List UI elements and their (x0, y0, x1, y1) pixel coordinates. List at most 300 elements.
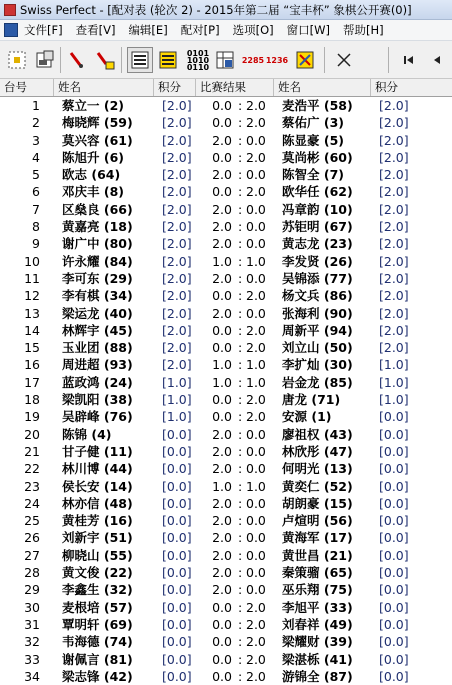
white-result[interactable]: 1.0 (212, 253, 232, 269)
white-player-name: 蔡立一 (2) (62, 98, 124, 113)
black-result[interactable]: 0.0 (246, 201, 266, 217)
black-player-name: 黄世昌 (21) (282, 547, 353, 563)
result-separator: : (238, 668, 243, 684)
column-black-score[interactable]: 积分 (375, 80, 398, 94)
black-player-name: 陈智全 (7) (282, 167, 344, 183)
table-row[interactable] (0, 668, 452, 685)
white-player-name: 梁志锋 (42) (62, 668, 133, 684)
board-number: 3 (32, 132, 40, 148)
white-player-score: [0.0] (162, 634, 192, 650)
result-separator: : (238, 409, 243, 425)
menu-options[interactable]: 选项[O] (232, 23, 274, 37)
result-separator: : (238, 219, 243, 235)
black-player-score: [0.0] (379, 599, 409, 615)
white-player-name: 陈旭升 (6) (62, 149, 124, 165)
board-number: 20 (24, 426, 40, 442)
table-row[interactable] (0, 564, 452, 581)
table-row[interactable] (0, 114, 452, 131)
black-player-name: 何明光 (13) (282, 461, 353, 477)
white-result[interactable]: 0.0 (212, 115, 232, 131)
black-player-name: 廖祖权 (43) (282, 426, 353, 442)
white-player-score: [2.0] (162, 288, 192, 304)
black-player-score: [1.0] (379, 374, 409, 390)
black-player-name: 黄海军 (17) (282, 530, 353, 546)
black-result[interactable]: 0.0 (246, 305, 266, 321)
binary-pairing-icon[interactable]: 0101 1010 0110 (186, 48, 210, 72)
table-row[interactable] (0, 166, 452, 183)
white-player-score: [2.0] (162, 115, 192, 131)
white-player-name: 林辉宇 (45) (62, 322, 133, 338)
table-row[interactable] (0, 322, 452, 339)
table-row[interactable] (0, 305, 452, 322)
black-player-score: [2.0] (379, 236, 409, 252)
black-player-name: 冯章韵 (10) (282, 201, 353, 217)
table-row[interactable] (0, 547, 452, 564)
black-result[interactable]: 1.0 (246, 374, 266, 390)
standings-icon[interactable] (292, 47, 318, 73)
table-row[interactable] (0, 132, 452, 149)
white-result[interactable]: 0.0 (212, 184, 232, 200)
table-row[interactable] (0, 478, 452, 495)
table-row[interactable] (0, 253, 452, 270)
menu-help[interactable]: 帮助[H] (342, 23, 384, 37)
result-separator: : (238, 461, 243, 477)
table-row[interactable] (0, 287, 452, 304)
white-player-name: 刘新宇 (51) (62, 530, 133, 546)
black-result[interactable]: 2.0 (246, 668, 266, 684)
result-separator: : (238, 253, 243, 269)
white-player-score: [0.0] (162, 668, 192, 684)
black-player-name: 卢煊明 (56) (282, 513, 353, 529)
black-player-name: 吴锦添 (77) (282, 270, 353, 286)
result-separator: : (238, 288, 243, 304)
table-row[interactable] (0, 581, 452, 598)
black-player-name: 麦浩平 (58) (282, 98, 353, 113)
result-separator: : (238, 443, 243, 459)
sort-rating-icon[interactable] (240, 47, 266, 73)
black-result[interactable]: 1.0 (246, 253, 266, 269)
white-player-name: 莫兴容 (61) (62, 132, 133, 148)
black-player-score: [0.0] (379, 582, 409, 598)
white-player-score: [0.0] (162, 495, 192, 511)
board-number: 23 (24, 478, 40, 494)
result-separator: : (238, 634, 243, 650)
result-separator: : (238, 530, 243, 546)
menu-view[interactable]: 查看[V] (75, 23, 116, 37)
black-player-name: 林欣彤 (47) (282, 443, 353, 459)
table-row[interactable] (0, 270, 452, 287)
menu-edit[interactable]: 编辑[E] (128, 23, 168, 37)
result-separator: : (238, 270, 243, 286)
black-player-score: [2.0] (379, 115, 409, 131)
table-row[interactable] (0, 391, 452, 408)
white-player-name: 谢广中 (80) (62, 236, 133, 252)
white-result[interactable]: 0.0 (212, 322, 232, 338)
white-result[interactable]: 2.0 (212, 443, 232, 459)
toolbar-separator (60, 47, 61, 73)
white-result[interactable]: 2.0 (212, 270, 232, 286)
white-player-score: [1.0] (162, 392, 192, 408)
result-separator: : (238, 149, 243, 165)
result-separator: : (238, 167, 243, 183)
sort-number-icon[interactable] (264, 47, 290, 73)
black-player-score: [1.0] (379, 392, 409, 408)
white-result[interactable]: 2.0 (212, 426, 232, 442)
black-player-name: 唐龙 (71) (282, 392, 341, 408)
board-number: 33 (24, 651, 40, 667)
white-player-name: 覃明轩 (69) (62, 616, 133, 632)
white-player-name: 梁运龙 (40) (62, 305, 133, 321)
toolbar-separator (121, 47, 122, 73)
result-separator: : (238, 322, 243, 338)
white-player-score: [2.0] (162, 340, 192, 356)
white-result[interactable]: 0.0 (212, 288, 232, 304)
white-player-name: 李有棋 (34) (62, 288, 133, 304)
white-player-score: [0.0] (162, 426, 192, 442)
white-player-name: 林川博 (44) (62, 461, 133, 477)
black-player-score: [2.0] (379, 340, 409, 356)
table-row[interactable] (0, 218, 452, 235)
white-player-score: [2.0] (162, 184, 192, 200)
white-result[interactable]: 0.0 (212, 149, 232, 165)
blank-tool-icon[interactable] (358, 47, 384, 73)
white-result[interactable]: 0.0 (212, 409, 232, 425)
table-row[interactable] (0, 201, 452, 218)
board-number: 22 (24, 461, 40, 477)
table-row[interactable] (0, 356, 452, 373)
black-result[interactable]: 1.0 (246, 357, 266, 373)
black-result[interactable]: 0.0 (246, 565, 266, 581)
black-result[interactable]: 0.0 (246, 443, 266, 459)
black-result[interactable]: 2.0 (246, 288, 266, 304)
white-player-score: [1.0] (162, 409, 192, 425)
board-number: 27 (24, 547, 40, 563)
cut-icon[interactable] (331, 47, 357, 73)
black-player-name: 梁耀财 (39) (282, 634, 353, 650)
white-result[interactable]: 0.0 (212, 616, 232, 632)
black-result[interactable]: 2.0 (246, 98, 266, 113)
table-row[interactable] (0, 616, 452, 633)
white-result[interactable]: 2.0 (212, 305, 232, 321)
black-player-score: [0.0] (379, 426, 409, 442)
board-number: 2 (32, 115, 40, 131)
column-result[interactable]: 比赛结果 (196, 79, 274, 96)
board-number: 26 (24, 530, 40, 546)
result-separator: : (238, 495, 243, 511)
white-player-name: 麦根培 (57) (62, 599, 133, 615)
black-result[interactable]: 0.0 (246, 461, 266, 477)
result-separator: : (238, 547, 243, 563)
black-player-score: [2.0] (379, 132, 409, 148)
black-player-score: [0.0] (379, 565, 409, 581)
black-result[interactable]: 0.0 (246, 270, 266, 286)
board-number: 9 (32, 236, 40, 252)
app-icon (4, 4, 16, 16)
table-row[interactable] (0, 408, 452, 425)
black-player-score: [0.0] (379, 616, 409, 632)
black-result[interactable]: 2.0 (246, 115, 266, 131)
black-result[interactable]: 0.0 (246, 582, 266, 598)
black-result[interactable]: 0.0 (246, 513, 266, 529)
black-result[interactable]: 0.0 (246, 426, 266, 442)
white-player-score: [2.0] (162, 132, 192, 148)
white-result[interactable]: 2.0 (212, 461, 232, 477)
board-number: 15 (24, 340, 40, 356)
result-separator: : (238, 513, 243, 529)
result-separator: : (238, 132, 243, 148)
black-player-score: [0.0] (379, 634, 409, 650)
white-player-score: [1.0] (162, 374, 192, 390)
white-player-name: 林亦信 (48) (62, 495, 133, 511)
board-number: 19 (24, 409, 40, 425)
table-row[interactable] (0, 374, 452, 391)
board-number: 24 (24, 495, 40, 511)
white-result[interactable]: 0.0 (212, 634, 232, 650)
column-black-name[interactable]: 姓名 (274, 79, 371, 96)
column-white-score[interactable]: 积分 (154, 79, 196, 96)
white-player-score: [2.0] (162, 219, 192, 235)
white-player-name: 韦海德 (74) (62, 634, 133, 650)
white-player-score: [0.0] (162, 443, 192, 459)
open-file-icon[interactable] (32, 47, 58, 73)
board-number: 25 (24, 513, 40, 529)
black-result[interactable]: 0.0 (246, 530, 266, 546)
table-row[interactable] (0, 495, 452, 512)
black-player-name: 游锦全 (87) (282, 668, 353, 684)
board-number: 13 (24, 305, 40, 321)
toolbar (0, 41, 452, 79)
white-player-score: [0.0] (162, 599, 192, 615)
table-row[interactable] (0, 97, 452, 114)
black-result[interactable]: 2.0 (246, 149, 266, 165)
document-menu-icon[interactable] (4, 23, 18, 37)
black-player-name: 岩金龙 (85) (282, 374, 353, 390)
black-player-name: 李发贤 (26) (282, 253, 353, 269)
black-result[interactable]: 0.0 (246, 547, 266, 563)
table-header (0, 79, 452, 97)
window-title: Swiss Perfect - [配对表 (轮次 2) - 2015年第二届 “宝丰杯” 象棋公开赛(0)] (20, 2, 412, 17)
white-player-name: 许永耀 (84) (62, 253, 133, 269)
white-player-name: 玉业团 (88) (62, 340, 133, 356)
result-separator: : (238, 115, 243, 131)
white-player-score: [2.0] (162, 305, 192, 321)
white-player-name: 邓庆丰 (8) (62, 184, 124, 200)
black-result[interactable]: 2.0 (246, 409, 266, 425)
board-number: 8 (32, 219, 40, 235)
white-player-score: [0.0] (162, 547, 192, 563)
black-result[interactable]: 2.0 (246, 616, 266, 632)
black-player-score: [0.0] (379, 547, 409, 563)
white-result[interactable]: 1.0 (212, 357, 232, 373)
result-separator: : (238, 599, 243, 615)
white-player-name: 周进超 (93) (62, 357, 133, 373)
white-player-name: 蓝政鸿 (24) (62, 374, 133, 390)
result-separator: : (238, 374, 243, 390)
board-number: 12 (24, 288, 40, 304)
black-result[interactable]: 2.0 (246, 322, 266, 338)
black-result[interactable]: 0.0 (246, 132, 266, 148)
white-player-name: 李可东 (29) (62, 270, 133, 286)
white-result[interactable]: 2.0 (212, 582, 232, 598)
black-result[interactable]: 0.0 (246, 236, 266, 252)
white-player-name: 黄桂芳 (16) (62, 513, 133, 529)
crosstable-icon[interactable] (212, 47, 238, 73)
table-row[interactable] (0, 426, 452, 443)
menu-pairing[interactable]: 配对[P] (180, 23, 220, 37)
black-player-name: 安源 (1) (282, 409, 332, 425)
black-player-name: 黄志龙 (23) (282, 236, 353, 252)
white-player-score: [0.0] (162, 651, 192, 667)
white-result[interactable]: 2.0 (212, 236, 232, 252)
black-player-score: [2.0] (379, 184, 409, 200)
white-player-score: [2.0] (162, 270, 192, 286)
pen-check-icon[interactable] (92, 47, 118, 73)
new-tournament-icon[interactable] (4, 47, 30, 73)
result-separator: : (238, 565, 243, 581)
white-result[interactable]: 0.0 (212, 340, 232, 356)
white-player-name: 区燊良 (66) (62, 201, 133, 217)
column-white-name[interactable]: 姓名 (54, 79, 154, 96)
black-result[interactable]: 2.0 (246, 599, 266, 615)
white-result[interactable]: 0.0 (212, 599, 232, 615)
black-player-score: [0.0] (379, 443, 409, 459)
table-row[interactable] (0, 651, 452, 668)
board-number: 16 (24, 357, 40, 373)
black-player-name: 刘春祥 (49) (282, 616, 353, 632)
white-player-name: 吴辟峰 (76) (62, 409, 133, 425)
black-player-name: 周新平 (94) (282, 322, 353, 338)
white-result[interactable]: 2.0 (212, 513, 232, 529)
board-number: 1 (32, 98, 40, 113)
table-row[interactable] (0, 529, 452, 546)
black-result[interactable]: 0.0 (246, 167, 266, 183)
black-result[interactable]: 1.0 (246, 478, 266, 494)
white-player-name: 李鑫生 (32) (62, 582, 133, 598)
black-player-score: [0.0] (379, 530, 409, 546)
board-number: 6 (32, 184, 40, 200)
black-result[interactable]: 2.0 (246, 392, 266, 408)
white-player-score: [0.0] (162, 478, 192, 494)
board-number: 34 (24, 668, 40, 684)
table-row[interactable] (0, 443, 452, 460)
white-result[interactable]: 2.0 (212, 495, 232, 511)
white-player-score: [0.0] (162, 582, 192, 598)
white-result[interactable]: 0.0 (212, 392, 232, 408)
black-player-name: 杨文兵 (86) (282, 288, 353, 304)
white-player-name: 甘子健 (11) (62, 443, 133, 459)
black-player-score: [2.0] (379, 98, 409, 113)
black-result[interactable]: 2.0 (246, 634, 266, 650)
table-row[interactable] (0, 599, 452, 616)
board-number: 11 (24, 270, 40, 286)
black-player-score: [0.0] (379, 478, 409, 494)
black-player-score: [0.0] (379, 668, 409, 684)
black-result[interactable]: 2.0 (246, 651, 266, 667)
pen-edit-icon[interactable] (64, 47, 90, 73)
players-list-icon[interactable] (127, 47, 153, 73)
menu-file[interactable]: 文件[F] (24, 23, 63, 37)
black-player-name: 黄奕仁 (52) (282, 478, 353, 494)
previous-round-icon[interactable] (424, 47, 450, 73)
table-row[interactable] (0, 235, 452, 252)
result-separator: : (238, 651, 243, 667)
table-row[interactable] (0, 149, 452, 166)
black-result[interactable]: 0.0 (246, 495, 266, 511)
white-result[interactable]: 2.0 (212, 167, 232, 183)
white-player-score: [0.0] (162, 530, 192, 546)
white-result[interactable]: 2.0 (212, 530, 232, 546)
white-result[interactable]: 2.0 (212, 132, 232, 148)
toolbar-separator (324, 47, 325, 73)
black-result[interactable]: 2.0 (246, 340, 266, 356)
column-board[interactable]: 台号 (0, 79, 54, 96)
white-result[interactable]: 0.0 (212, 651, 232, 667)
white-player-score: [0.0] (162, 565, 192, 581)
result-separator: : (238, 305, 243, 321)
white-result[interactable]: 1.0 (212, 478, 232, 494)
result-separator: : (238, 357, 243, 373)
table-row[interactable] (0, 183, 452, 200)
table-row[interactable] (0, 633, 452, 650)
results-grid-icon[interactable] (155, 47, 181, 73)
table-row[interactable] (0, 512, 452, 529)
white-player-score: [0.0] (162, 461, 192, 477)
white-player-name: 黄文俊 (22) (62, 565, 133, 581)
black-player-name: 李扩灿 (30) (282, 357, 353, 373)
result-separator: : (238, 201, 243, 217)
result-separator: : (238, 236, 243, 252)
white-player-score: [2.0] (162, 236, 192, 252)
black-player-name: 陈显豪 (5) (282, 132, 344, 148)
black-player-score: [2.0] (379, 322, 409, 338)
white-result[interactable]: 1.0 (212, 374, 232, 390)
white-player-score: [2.0] (162, 253, 192, 269)
board-number: 7 (32, 201, 40, 217)
white-player-score: [2.0] (162, 98, 192, 113)
black-player-name: 巫乐翔 (75) (282, 582, 353, 598)
white-result[interactable]: 0.0 (212, 668, 232, 684)
board-number: 5 (32, 167, 40, 183)
black-player-score: [2.0] (379, 149, 409, 165)
black-player-name: 苏钜明 (67) (282, 219, 353, 235)
white-result[interactable]: 2.0 (212, 201, 232, 217)
black-result[interactable]: 0.0 (246, 219, 266, 235)
black-player-name: 李旭平 (33) (282, 599, 353, 615)
black-result[interactable]: 2.0 (246, 184, 266, 200)
menu-window[interactable]: 窗口[W] (286, 23, 330, 37)
black-player-name: 胡朗豪 (15) (282, 495, 353, 511)
white-result[interactable]: 0.0 (212, 98, 232, 113)
table-row[interactable] (0, 460, 452, 477)
white-player-score: [0.0] (162, 616, 192, 632)
white-result[interactable]: 2.0 (212, 565, 232, 581)
white-result[interactable]: 2.0 (212, 547, 232, 563)
table-row[interactable] (0, 339, 452, 356)
white-result[interactable]: 2.0 (212, 219, 232, 235)
black-player-score: [2.0] (379, 253, 409, 269)
board-number: 18 (24, 392, 40, 408)
board-number: 21 (24, 443, 40, 459)
black-player-name: 梁湛栎 (41) (282, 651, 353, 667)
black-player-score: [2.0] (379, 288, 409, 304)
board-number: 28 (24, 565, 40, 581)
result-separator: : (238, 392, 243, 408)
black-player-score: [2.0] (379, 167, 409, 183)
white-player-name: 陈锦 (4) (62, 426, 112, 442)
first-round-icon[interactable] (396, 47, 422, 73)
board-number: 32 (24, 634, 40, 650)
white-player-score: [2.0] (162, 167, 192, 183)
